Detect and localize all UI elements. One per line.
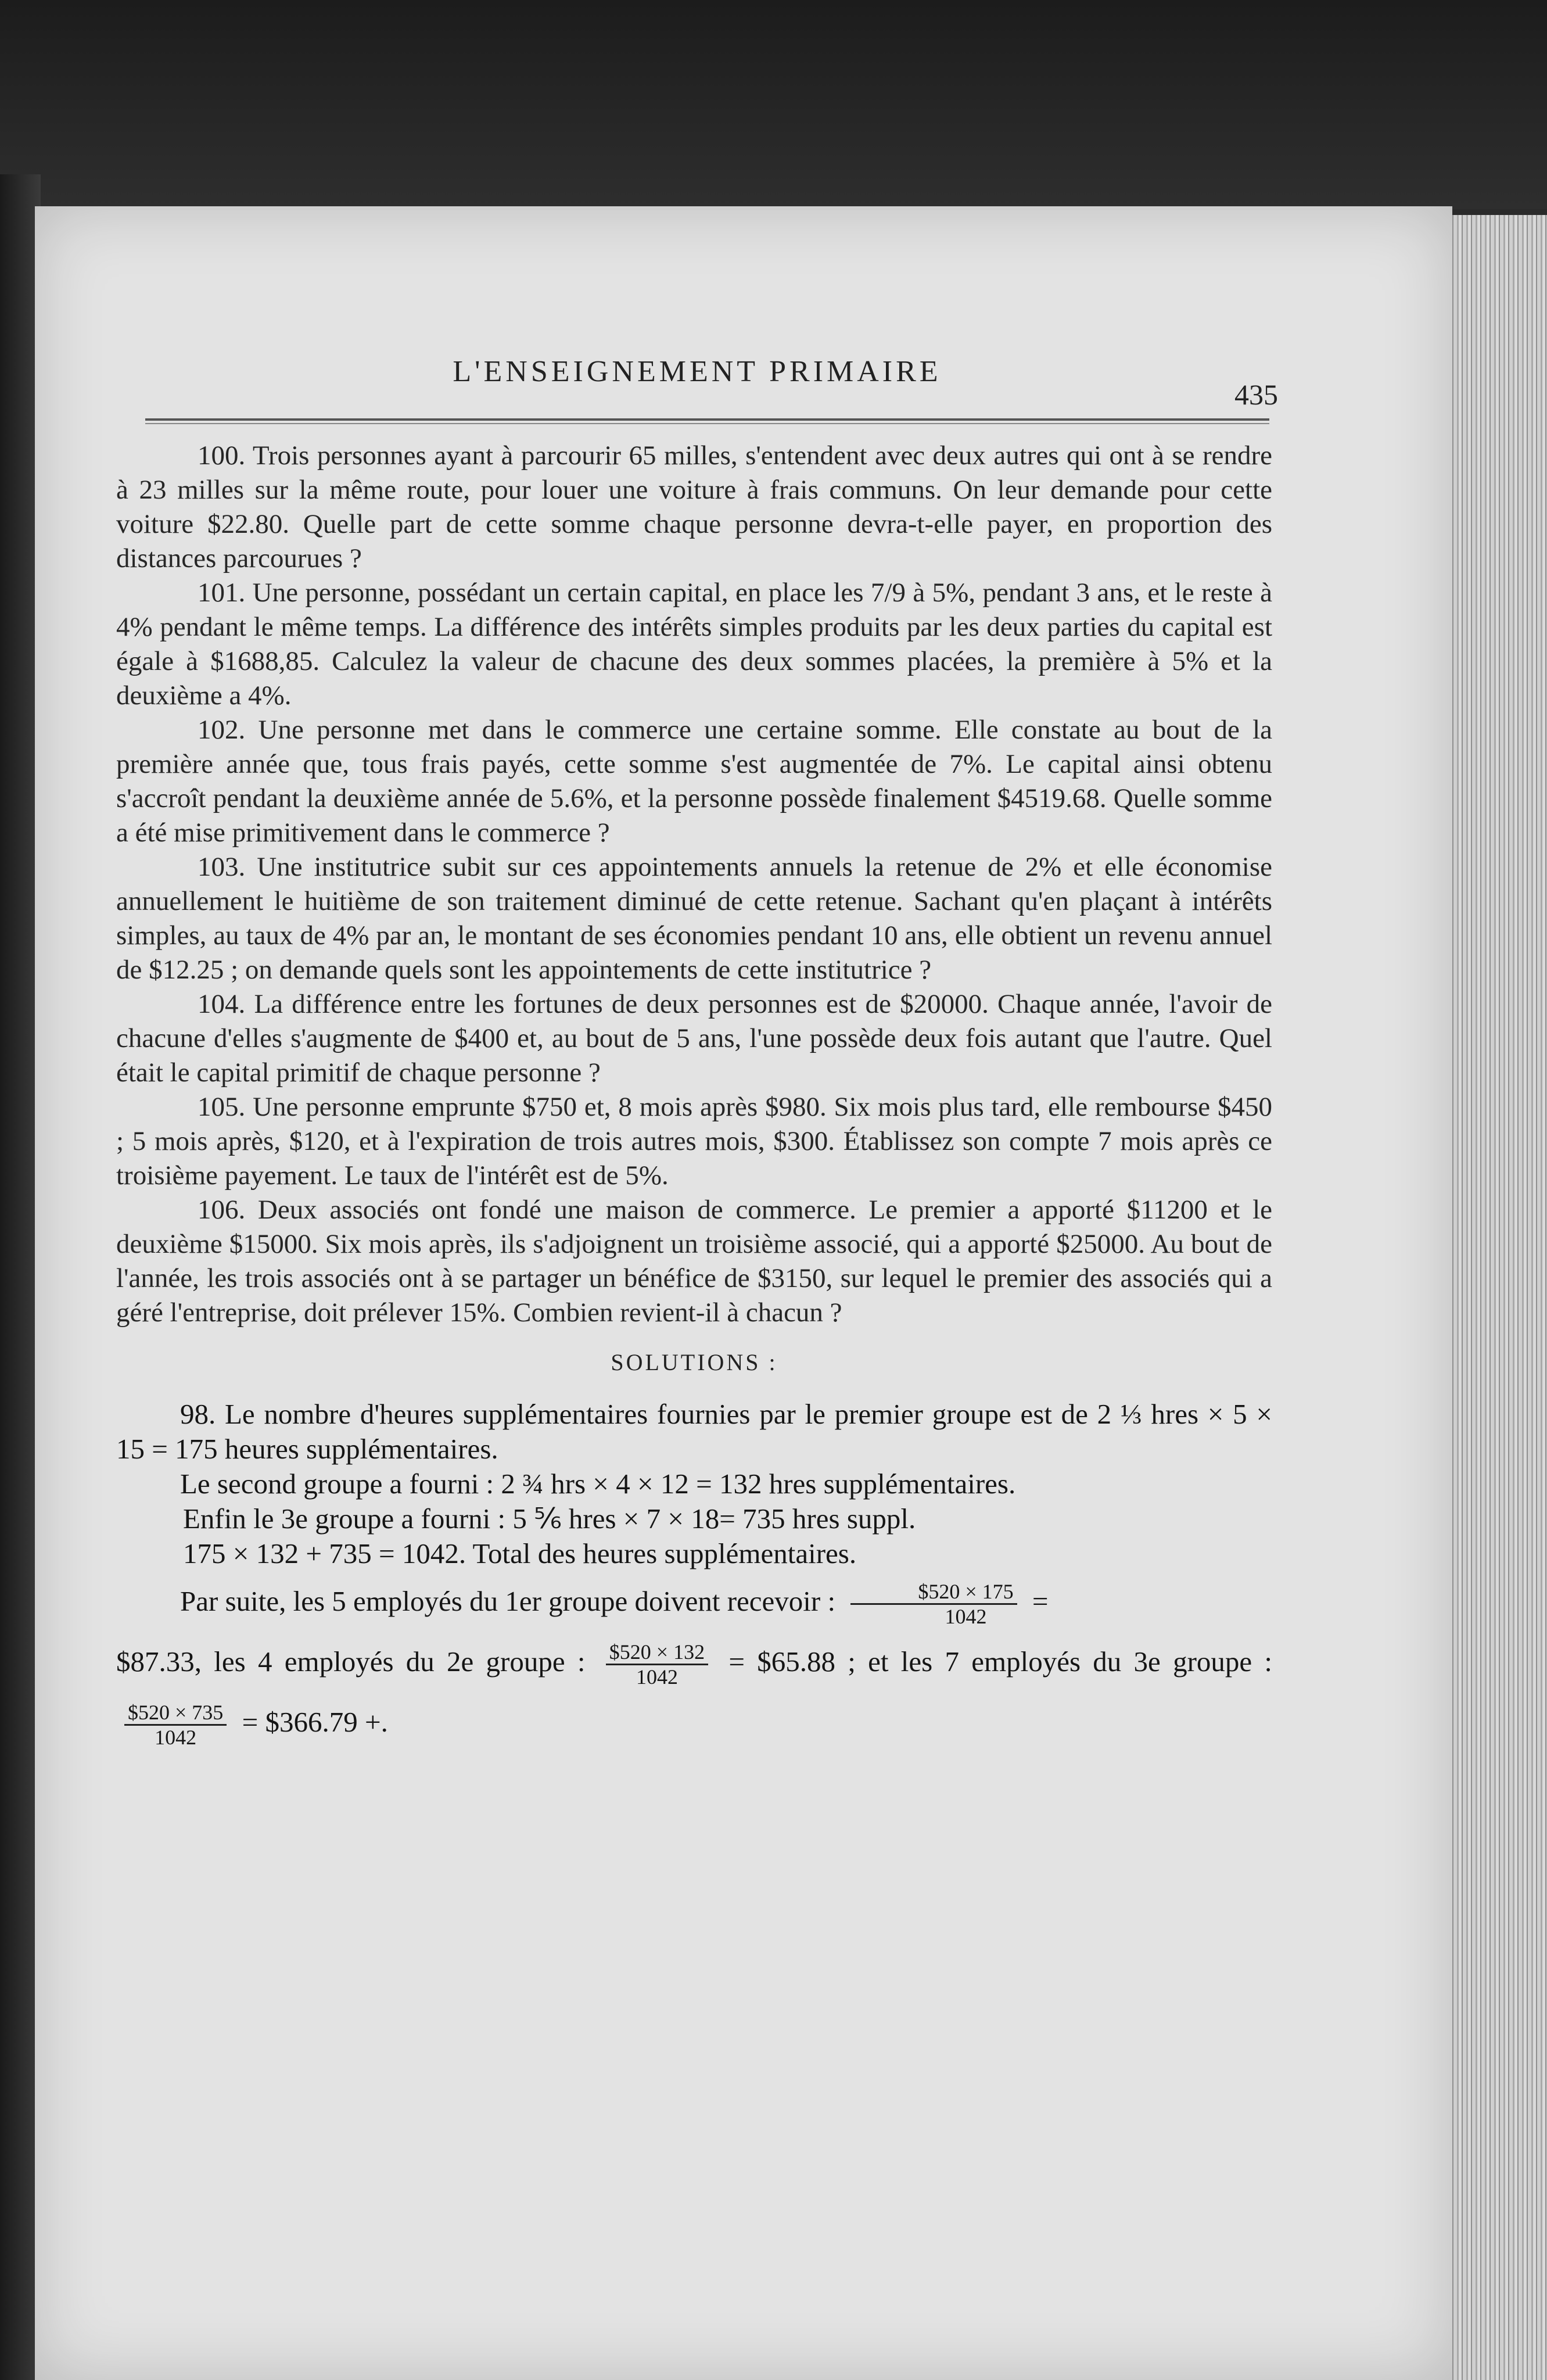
problem-number: 100. (198, 440, 246, 471)
fraction-numerator: $520 × 735 (124, 1701, 227, 1726)
problem-text: Une personne emprunte $750 et, 8 mois après $980. Six mois plus tard, elle rembourse $450 ; 5 mois après, $120, et à l'expiration de trois autres mois, $300. Établissez son compte 7 mois après ce troisième payement. Le taux de l'intérêt est de 5%. (116, 1092, 1273, 1191)
solution-line-4: 175 × 132 + 735 = 1042. Total des heures supplémentaires. (183, 1537, 857, 1569)
dark-background-top (0, 0, 1547, 209)
solution-line-5 (116, 1571, 1272, 1632)
fraction-group-3 (124, 1701, 227, 1749)
problem-number: 102. (198, 715, 246, 745)
fraction-group-2 (606, 1640, 708, 1689)
page-content (116, 439, 1272, 1752)
solution-text: $87.33, les 4 employés du 2e groupe : (116, 1646, 586, 1678)
problem-number: 106. (198, 1195, 246, 1225)
fraction-denominator: 1042 (945, 1605, 987, 1629)
problem-101 (116, 576, 1272, 713)
solution-line-6 (116, 1632, 1272, 1752)
fraction-denominator: 1042 (636, 1665, 678, 1689)
solution-line-2: Le second groupe a fourni : 2 ¾ hrs × 4 × 12 = 132 hres supplémentaires. (180, 1468, 1016, 1500)
solution-line-3: Enfin le 3e groupe a fourni : 5 ⅚ hres × 7 × 18= 735 hres suppl. (183, 1503, 916, 1535)
problem-text: La différence entre les fortunes de deux personnes est de $20000. Chaque année, l'avoir de chacune d'elles s'augmente de $400 et, au bout de 5 ans, l'une possède deux fois autant que l'autre. Quel était le capital primitif de chaque personne ? (116, 989, 1273, 1088)
page-header (145, 349, 1278, 424)
running-title: L'ENSEIGNEMENT PRIMAIRE (453, 355, 942, 388)
problem-number: 105. (198, 1092, 246, 1122)
fraction-numerator: $520 × 132 (606, 1640, 708, 1665)
problem-text: Deux associés ont fondé une maison de commerce. Le premier a apporté $11200 et le deuxième $15000. Six mois après, ils s'adjoignent un troisième associé, qui a apporté $25000. Au bout de l'année, les trois associés ont à se partager un bénéfice de $3150, sur lequel le premier des associés qui a géré l'entreprise, doit prélever 15%. Combien revient-il à chacun ? (116, 1195, 1272, 1328)
fraction-group-1 (850, 1580, 1017, 1628)
problem-text: Une institutrice subit sur ces appointements annuels la retenue de 2% et elle économise annuellement le huitième de son traitement diminué de cette retenue. Sachant qu'en plaçant à intérêts simples, au taux de 4% par an, le montant de ses économies pendant 10 ans, elle obtient un revenu annuel de $12.25 ; on demande quels sont les appointements de cette institutrice ? (116, 852, 1272, 985)
solution-text: = $65.88 ; et les 7 employés du 3e groupe : (728, 1646, 1273, 1678)
solution-text: = $366.79 +. (242, 1706, 388, 1738)
solution-line-1: 98. Le nombre d'heures supplémentaires fournies par le premier groupe est de 2 ⅓ hres × 5 × 15 = 175 heures supplémentaires. (116, 1398, 1272, 1465)
problem-number: 101. (198, 578, 246, 608)
problem-text: Une personne, possédant un certain capital, en place les 7/9 à 5%, pendant 3 ans, et le reste à 4% pendant le même temps. La différence des intérêts simples produits par les deux parties du capital est égale à $1688,85. Calculez la valeur de chacune des deux sommes placées, la première à 5% et la deuxième a 4%. (116, 578, 1272, 711)
problem-number: 104. (198, 989, 246, 1019)
solution-text: Par suite, les 5 employés du 1er groupe doivent recevoir : (180, 1585, 836, 1617)
problem-103 (116, 850, 1272, 987)
fraction-numerator: $520 × 175 (850, 1580, 1017, 1605)
problem-106 (116, 1193, 1272, 1330)
equals-sign: = (1032, 1585, 1049, 1617)
fraction-denominator: 1042 (155, 1726, 197, 1750)
solutions-heading: SOLUTIONS : (611, 1349, 778, 1375)
problem-text: Une personne met dans le commerce une certaine somme. Elle constate au bout de la première année que, tous frais payés, cette somme s'est augmentée de 7%. Le capital ainsi obtenu s'accroît pendant la deuxième année de 5.6%, et la personne possède finalement $4519.68. Quelle somme a été mise primitivement dans le commerce ? (116, 715, 1272, 848)
problem-102 (116, 713, 1272, 850)
problem-104 (116, 987, 1272, 1090)
problem-number: 103. (198, 852, 246, 882)
problem-100 (116, 439, 1272, 576)
header-rule (145, 418, 1269, 424)
problem-text: Trois personnes ayant à parcourir 65 milles, s'entendent avec deux autres qui ont à se rendre à 23 milles sur la même route, pour louer une voiture à frais communs. On leur demande pour cette voiture $22.80. Quelle part de cette somme chaque personne devra-t-elle payer, en proportion des distances parcourues ? (116, 440, 1272, 574)
page-number: 435 (1234, 378, 1278, 411)
problem-105 (116, 1090, 1272, 1193)
